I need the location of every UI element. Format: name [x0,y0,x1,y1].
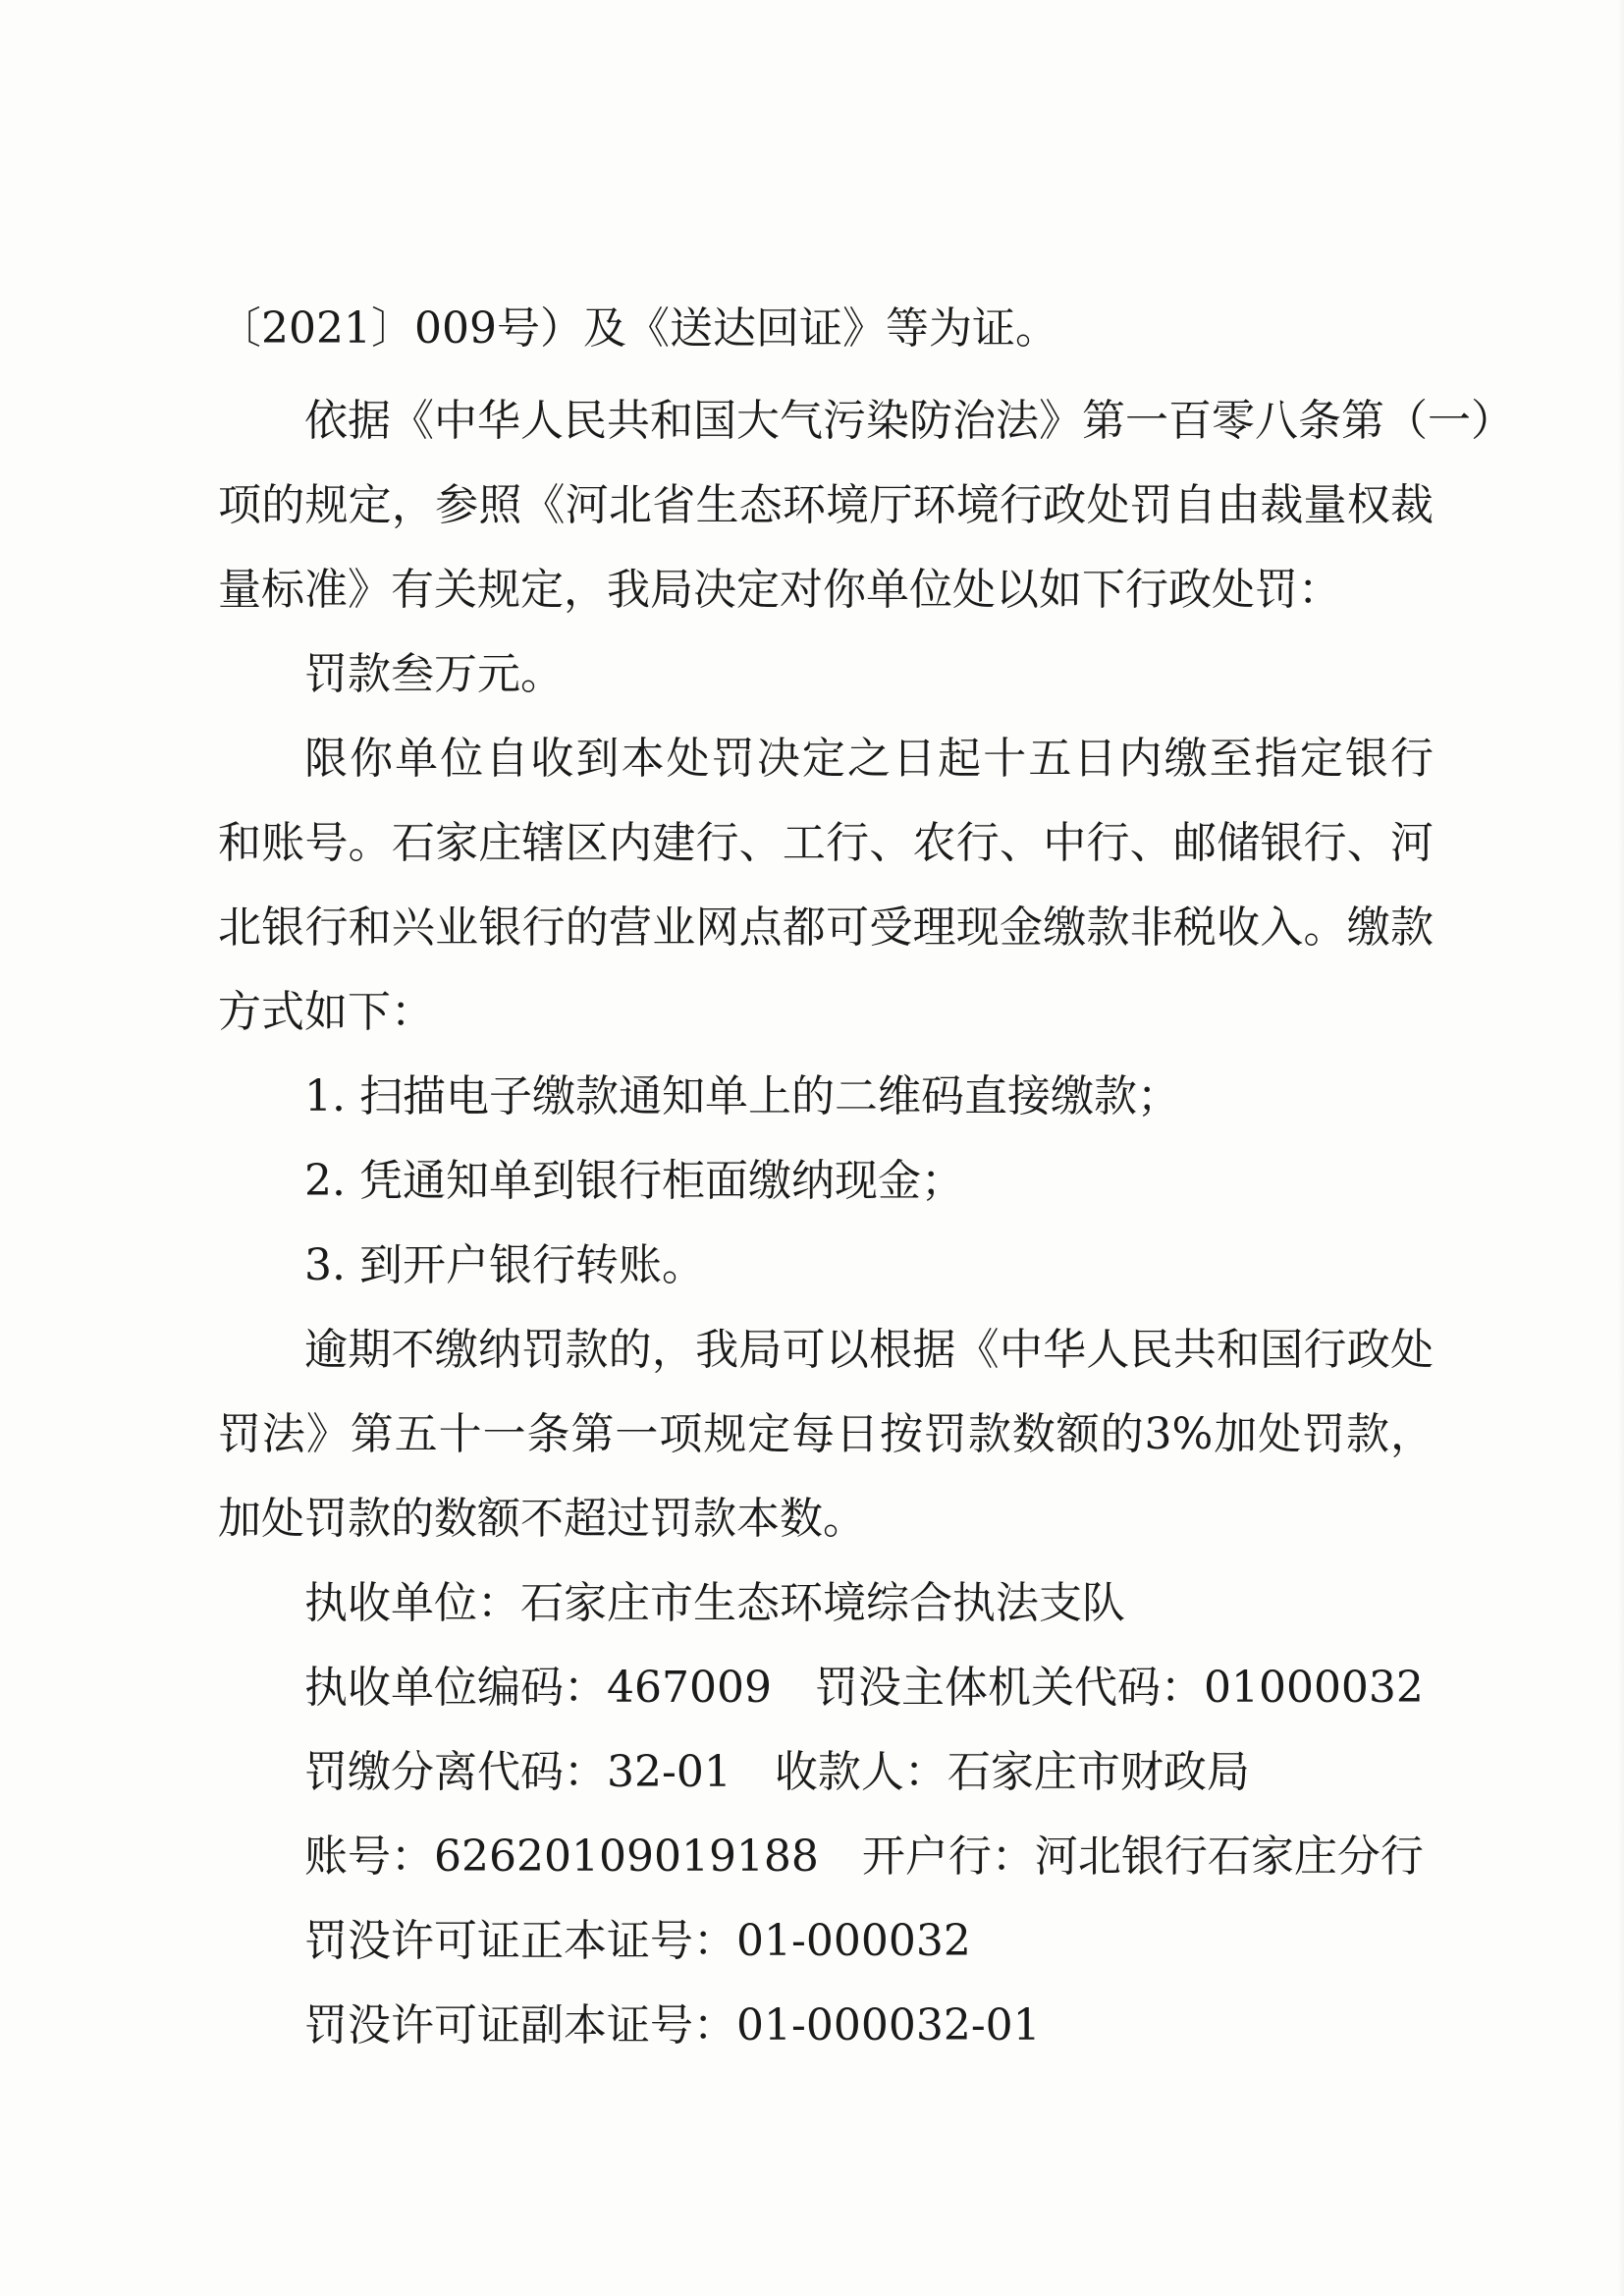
text-line-collecting-unit: 执收单位：石家庄市生态环境综合执法支队 [304,1578,1125,1628]
text-line-overdue-3: 加处罚款的数额不超过罚款本数。 [218,1494,866,1544]
text-line-method-3: 3. 到开户银行转账。 [304,1240,705,1290]
text-line-evidence: 〔2021〕009号）及《送达回证》等为证。 [218,303,1058,354]
text-line-penalty: 罚款叁万元。 [304,649,564,699]
text-line-deadline-1: 限你单位自收到本处罚决定之日起十五日内缴至指定银行 [304,734,1434,784]
text-line-method-1: 1. 扫描电子缴款通知单上的二维码直接缴款； [304,1071,1180,1121]
text-line-deadline-3: 北银行和兴业银行的营业网点都可受理现金缴款非税收入。缴款 [218,902,1434,953]
text-line-method-2: 2. 凭通知单到银行柜面缴纳现金； [304,1156,964,1206]
text-line-unit-codes: 执收单位编码：467009 罚没主体机关代码：01000032 [304,1663,1424,1713]
text-line-payee: 罚缴分离代码：32-01 收款人：石家庄市财政局 [304,1747,1250,1797]
text-line-legal-basis-1: 依据《中华人民共和国大气污染防治法》第一百零八条第（一） [304,396,1514,446]
text-line-account: 账号：62620109019188 开户行：河北银行石家庄分行 [304,1831,1424,1882]
text-line-deadline-2: 和账号。石家庄辖区内建行、工行、农行、中行、邮储银行、河 [218,818,1434,868]
text-line-license-original: 罚没许可证正本证号：01-000032 [304,1916,971,1966]
text-line-overdue-2: 罚法》第五十一条第一项规定每日按罚款数额的3%加处罚款， [218,1409,1434,1459]
text-line-payment-methods: 方式如下： [218,987,434,1037]
text-line-legal-basis-2: 项的规定，参照《河北省生态环境厅环境行政处罚自由裁量权裁 [218,480,1434,530]
text-line-overdue-1: 逾期不缴纳罚款的，我局可以根据《中华人民共和国行政处 [304,1325,1434,1375]
scan-edge-shadow [1618,0,1624,2296]
text-line-license-copy: 罚没许可证副本证号：01-000032-01 [304,2000,1041,2050]
text-line-legal-basis-3: 量标准》有关规定，我局决定对你单位处以如下行政处罚： [218,565,1341,615]
